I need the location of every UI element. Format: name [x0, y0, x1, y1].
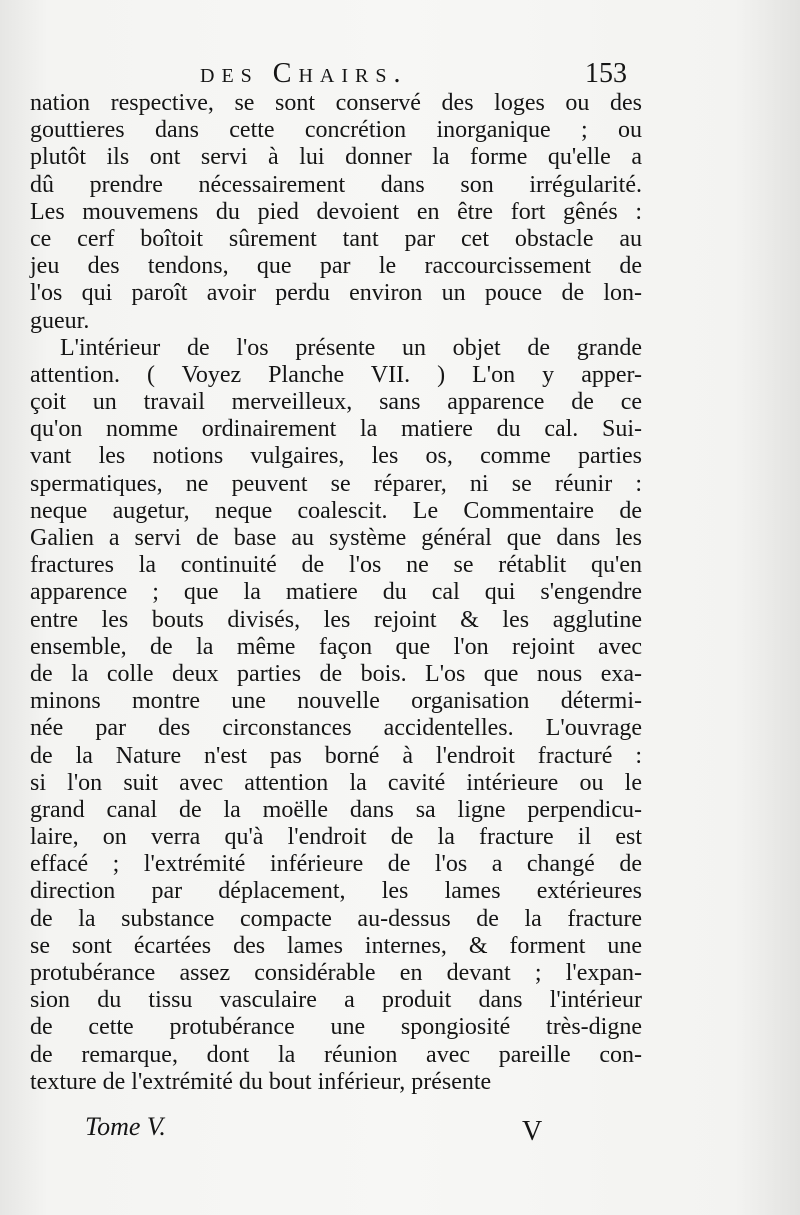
text-line: vant les notions vulgaires, les os, comme parties [30, 443, 642, 470]
text-line: L'intérieur de l'os présente un objet de grande [60, 334, 642, 361]
text-line: texture de l'extrémité du bout inférieur, présente [30, 1068, 492, 1095]
text-line: effacé ; l'extrémité inférieure de l'os a changé de [30, 851, 642, 878]
text-line: gouttieres dans cette concrétion inorganique ; ou [30, 117, 642, 144]
text-line: de cette protubérance une spongiosité très-digne [30, 1014, 642, 1041]
text-line: de la Nature n'est pas borné à l'endroit fracturé : [30, 742, 642, 769]
text-line: née par des circonstances accidentelles. L'ouvrage [30, 715, 642, 742]
text-line: neque augetur, neque coalescit. Le Commentaire de [30, 497, 642, 524]
text-line: laire, on verra qu'à l'endroit de la fracture il est [30, 824, 642, 851]
text-line: nation respective, se sont conservé des loges ou des [30, 90, 642, 116]
text-line: Les mouvemens du pied devoient en être fort gênés : [30, 198, 642, 225]
text-line: ce cerf boîtoit sûrement tant par cet obstacle au [30, 225, 642, 252]
text-line: fractures la continuité de l'os ne se rétablit qu'en [30, 552, 642, 579]
text-line: apparence ; que la matiere du cal qui s'engendre [30, 579, 642, 606]
text-line: de la colle deux parties de bois. L'os que nous exa- [30, 660, 642, 687]
volume-label: Tome V. [85, 1112, 166, 1141]
text-line: ensemble, de la même façon que l'on rejoint avec [30, 633, 642, 660]
text-line: se sont écartées des lames internes, & forment une [30, 932, 642, 959]
text-line: grand canal de la moëlle dans sa ligne perpendicu- [30, 796, 642, 823]
text-line: gueur. [30, 307, 90, 334]
text-line: de remarque, dont la réunion avec pareille con- [30, 1041, 642, 1068]
text-line: spermatiques, ne peuvent se réparer, ni se réunir : [30, 470, 642, 497]
text-line: Galien a servi de base au système général que dans les [30, 525, 642, 551]
text-line: dû prendre nécessairement dans son irrégularité. [30, 171, 642, 198]
text-line: entre les bouts divisés, les rejoint & les agglutine [30, 606, 642, 633]
running-head [0, 58, 800, 92]
page-footer [0, 1112, 800, 1152]
text-line: attention. ( Voyez Planche VII. ) L'on y apper- [30, 361, 642, 388]
text-line: protubérance assez considérable en devant ; l'expan- [30, 960, 642, 986]
body-text [30, 90, 642, 1096]
text-line: jeu des tendons, que par le raccourcissement de [30, 253, 642, 280]
text-line: si l'on suit avec attention la cavité intérieure ou le [30, 769, 642, 796]
text-line: plutôt ils ont servi à lui donner la forme qu'elle a [30, 144, 642, 171]
text-line: sion du tissu vasculaire a produit dans l'intérieur [30, 987, 642, 1014]
text-line: de la substance compacte au-dessus de la fracture [30, 905, 642, 932]
running-title: des Chairs. [200, 58, 408, 89]
text-line: l'os qui paroît avoir perdu environ un pouce de lon- [30, 280, 642, 307]
signature-mark: V [522, 1116, 543, 1147]
text-line: çoit un travail merveilleux, sans apparence de ce [30, 389, 642, 416]
text-line: minons montre une nouvelle organisation détermi- [30, 688, 642, 715]
text-line: qu'on nomme ordinairement la matiere du cal. Sui- [30, 416, 642, 443]
page-number: 153 [585, 58, 627, 89]
text-line: direction par déplacement, les lames extérieures [30, 878, 642, 905]
